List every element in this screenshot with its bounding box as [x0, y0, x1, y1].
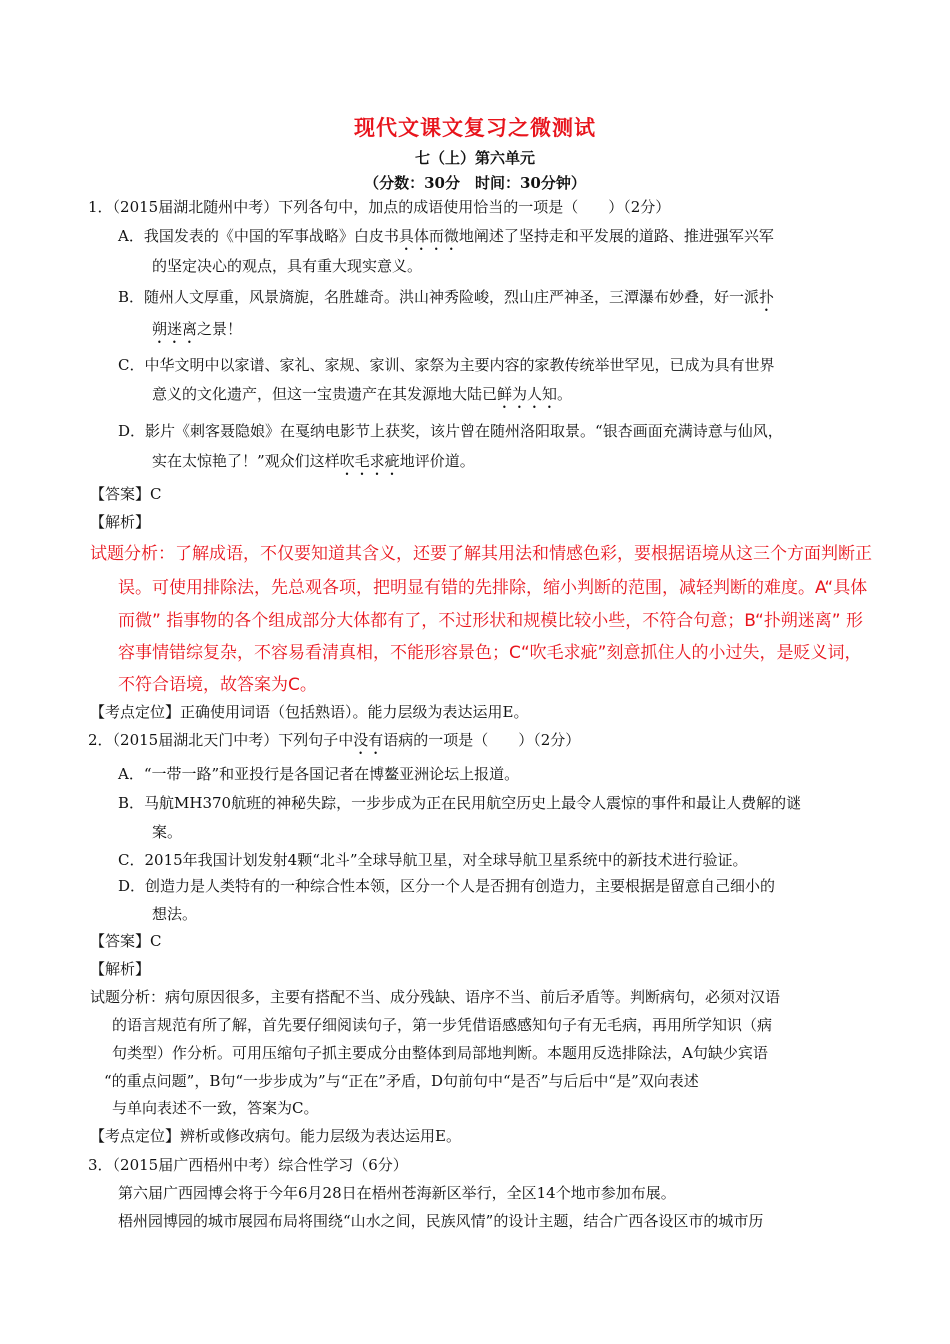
q1-point: 【考点定位】正确使用词语（包括熟语）。能力层级为表达运用E。 [90, 703, 529, 721]
q1-analysis-line4: 容事情错综复杂，不容易看清真相，不能形容景色；C“吹毛求疵”刻意抓住人的小过失，是贬义词， [118, 643, 862, 663]
q1-option-d-line1: D．影片《刺客聂隐娘》在戛纳电影节上获奖，该片曾在随州洛阳取景。“银杏画面充满诗意与仙风， [118, 422, 783, 440]
q1-option-d-line2: 实在太惊艳了！”观众们这样吹毛求疵地评价道。 [152, 452, 475, 470]
q1-option-c-line2: 意义的文化遗产，但这一宝贵遗产在其发源地大陆已鲜为人知。 [152, 385, 573, 403]
q1-option-a-line2: 的坚定决心的观点，具有重大现实意义。 [152, 257, 423, 275]
q2-analysis-line4: “的重点问题”，B句“一步步成为”与“正在”矛盾，D句前句中“是否”与后后中“是”双向表述 [104, 1072, 699, 1090]
emphasized-idiom: 具体而微 [398, 227, 459, 245]
q1-analysis-line2: 误。可使用排除法，先总观各项，把明显有错的先排除，缩小判断的范围，减轻判断的难度。A“具体 [118, 578, 868, 598]
q2-answer: 【答案】C [90, 932, 162, 950]
q3-paragraph-2: 梧州园博园的城市展园布局将围绕“山水之间，民族风情”的设计主题，结合广西各设区市的城市历 [118, 1212, 764, 1230]
q2-point: 【考点定位】辨析或修改病句。能力层级为表达运用E。 [90, 1127, 461, 1145]
q2-option-c: C．2015年我国计划发射4颗“北斗”全球导航卫星，对全球导航卫星系统中的新技术进行验证。 [118, 851, 748, 869]
q1-answer: 【答案】C [90, 485, 162, 503]
q3-stem: 3．（2015届广西梧州中考）综合性学习（6分） [88, 1156, 408, 1174]
q1-option-b-line2: 朔迷离之景！ [152, 320, 243, 338]
q2-stem: 2．（2015届湖北天门中考）下列句子中没有语病的一项是（ ）（2分） [88, 731, 581, 749]
q1-analysis-line3: 而微” 指事物的各个组成部分大体都有了，不过形状和规模比较小些，不符合句意；B“扑朔迷离” 形 [118, 611, 863, 631]
q2-option-b-line2: 案。 [152, 823, 183, 841]
score-time-line: （分数：30分 时间：30分钟） [364, 174, 586, 192]
q1-option-b-line1: B．随州人文厚重，风景旖旎，名胜雄奇。洪山神秀险峻，烈山庄严神圣，三潭瀑布妙叠，好一派扑 [118, 288, 775, 306]
emphasized-idiom: 鲜为人知 [497, 385, 558, 403]
q2-analysis-line1: 试题分析：病句原因很多，主要有搭配不当、成分残缺、语序不当、前后矛盾等。判断病句，必须对汉语 [90, 988, 781, 1006]
emphasized-idiom: 扑 [759, 288, 775, 306]
q1-stem: 1．（2015届湖北随州中考）下列各句中，加点的成语使用恰当的一项是（ ）（2分） [88, 198, 671, 216]
unit-subtitle: 七（上）第六单元 [414, 149, 535, 167]
q2-option-b-line1: B．马航MH370航班的神秘失踪，一步步成为正在民用航空历史上最令人震惊的事件和最让人费解的谜 [118, 794, 802, 812]
q2-option-d-line2: 想法。 [152, 905, 198, 923]
q3-paragraph-1: 第六届广西园博会将于今年6月28日在梧州苍海新区举行，全区14个地市参加布展。 [118, 1184, 676, 1202]
q1-option-a-line1: A．我国发表的《中国的军事战略》白皮书具体而微地阐述了坚持走和平发展的道路、推进强军兴军 [118, 227, 774, 245]
emphasized-idiom: 朔迷离 [152, 320, 198, 338]
q2-analysis-line5: 与单向表述不一致，答案为C。 [112, 1099, 319, 1117]
q2-option-d-line1: D．创造力是人类特有的一种综合性本领，区分一个人是否拥有创造力，主要根据是留意自己细小的 [118, 877, 776, 895]
q1-option-c-line1: C．中华文明中以家谱、家礼、家规、家训、家祭为主要内容的家教传统举世罕见，已成为具有世界 [118, 356, 775, 374]
q1-analysis-line5: 不符合语境，故答案为C。 [118, 675, 317, 695]
q2-analysis-label: 【解析】 [90, 960, 151, 978]
document-title: 现代文课文复习之微测试 [354, 115, 596, 140]
q2-analysis-line3: 句类型）作分析。可用压缩句子抓主要成分由整体到局部地判断。本题用反选排除法，A句缺少宾语 [112, 1044, 768, 1062]
q2-option-a: A．“一带一路”和亚投行是各国记者在博鳌亚洲论坛上报道。 [118, 765, 520, 783]
q1-analysis-line1: 试题分析：了解成语，不仅要知道其含义，还要了解其用法和情感色彩，要根据语境从这三个方面判断正 [90, 544, 872, 564]
q1-analysis-label: 【解析】 [90, 513, 151, 531]
emphasized-idiom: 吹毛求疵 [339, 452, 400, 470]
emphasized-idiom: 没有 [353, 731, 384, 749]
q2-analysis-line2: 的语言规范有所了解，首先要仔细阅读句子，第一步凭借语感感知句子有无毛病，再用所学知识（病 [112, 1016, 773, 1034]
